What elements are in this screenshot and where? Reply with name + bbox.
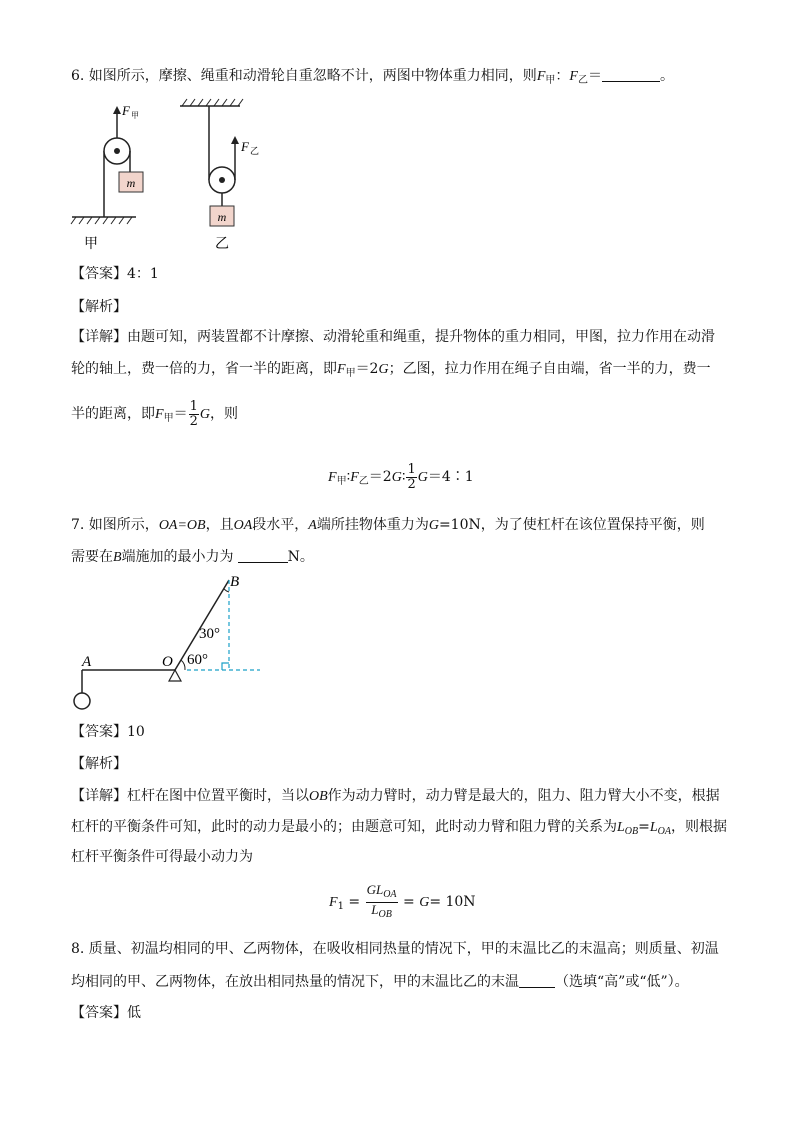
formula-text: ＝2 — [368, 469, 392, 485]
q6-stem — [71, 66, 674, 91]
f-symbol: F — [350, 470, 359, 485]
q7-analysis-tag: 【解析】 — [71, 756, 127, 772]
sub-jia: 甲 — [345, 368, 356, 379]
q6-analysis-tag: 【解析】 — [71, 299, 127, 315]
q7-stem-line1 — [71, 515, 705, 536]
stem-text: 段水平， — [252, 517, 309, 533]
lever-figure — [72, 570, 272, 715]
frac-num: 1 — [407, 461, 416, 477]
g-symbol: G — [199, 407, 210, 422]
answer-blank — [519, 973, 555, 988]
l-symbol: L — [617, 820, 625, 835]
pulley-diagram-yi — [180, 99, 259, 252]
pulley-figure — [68, 96, 288, 256]
answer-value: 低 — [127, 1005, 141, 1021]
ob-symbol: OB — [309, 789, 328, 804]
detail-text: 作为动力臂时，动力臂是最大的，阻力、阻力臂大小不变，根据 — [327, 788, 720, 804]
f-symbol: F — [155, 407, 164, 422]
sub-yi: 乙 — [358, 476, 369, 487]
f-symbol: F — [337, 362, 346, 377]
sub-1: 1 — [337, 901, 344, 912]
answer-tag: 【答案】 — [71, 724, 127, 740]
answer-value: 4：1 — [127, 266, 159, 282]
pulley-diagram-jia — [71, 103, 143, 252]
fraction-gl — [366, 883, 398, 922]
a-symbol: A — [308, 518, 317, 533]
g-symbol: G — [391, 470, 402, 485]
fraction-half — [406, 463, 416, 492]
answer-tag: 【答案】 — [71, 1005, 127, 1021]
q7-force-formula: $F_1$ = $\frac{GL_{OA}}{L_{OB}}$ = G= 10N — [329, 881, 476, 920]
stem-text: ，且 — [205, 517, 234, 533]
force-label-yi: F — [241, 139, 249, 154]
label-o: O — [162, 654, 173, 670]
equals: ＝ — [587, 68, 602, 84]
l-text: L — [371, 901, 379, 917]
stem-text: 端所挂物体重力为 — [316, 517, 429, 533]
answer-value: 10 — [127, 724, 145, 740]
q8-answer — [71, 1003, 141, 1023]
frac-num: 1 — [189, 398, 198, 414]
sub-ob: OB — [378, 908, 392, 920]
oa-eq-ob: OA=OB — [158, 518, 206, 533]
period: 。 — [659, 68, 674, 84]
f-jia-symbol: F — [536, 69, 546, 84]
b-symbol: B — [113, 550, 122, 565]
sub-yi: 乙 — [577, 75, 588, 86]
caption-yi: 乙 — [215, 237, 229, 252]
q6-detail-line3 — [71, 397, 238, 436]
mass-label-yi: m — [217, 210, 227, 224]
q6-stem-text: 6. 如图所示，摩擦、绳重和动滑轮自重忽略不计，两图中物体重力相同，则 — [71, 68, 537, 84]
stem-text: 7. 如图所示， — [71, 517, 159, 533]
label-a: A — [82, 654, 92, 670]
detail-text: 杠杆的平衡条件可知，此时的动力是最小的；由题意可知，此时动力臂和阻力臂的关系为 — [71, 819, 617, 835]
sub-oa: OA — [383, 888, 397, 900]
q8-stem-line2 — [71, 972, 689, 992]
q6-answer — [71, 264, 159, 284]
oa-symbol: OA — [233, 518, 253, 533]
formula-colon: ∶ — [346, 469, 351, 485]
sub-jia: 甲 — [336, 476, 347, 487]
q6-ratio-formula — [328, 460, 474, 499]
detail-text: ，则根据 — [671, 819, 728, 835]
formula-text: ∶ — [401, 469, 406, 485]
answer-blank — [238, 548, 288, 563]
q7-detail-line1 — [71, 786, 720, 807]
detail-text: 轮的轴上，费一倍的力，省一半的距离，即 — [71, 361, 337, 377]
q7-answer — [71, 722, 145, 742]
detail-text: ＝ — [173, 406, 188, 422]
sub-jia: 甲 — [163, 413, 174, 424]
stem-text: 端施加的最小力为 — [121, 549, 234, 565]
f-yi-symbol: F — [569, 69, 578, 84]
colon: ： — [555, 68, 570, 84]
q6-detail-line2 — [71, 359, 711, 384]
q8-stem-line1: 8. 质量、初温均相同的甲、乙两物体，在吸收相同热量的情况下，甲的末温比乙的末温高；则质量、初温 — [71, 941, 719, 957]
detail-text: ；乙图，拉力作用在绳子自由端，省一半的力，费一 — [388, 361, 711, 377]
angle-30: 30° — [199, 626, 220, 642]
force-sub-jia: 甲 — [131, 111, 139, 120]
fraction-half — [189, 400, 199, 429]
q7-detail-line3: 杠杆平衡条件可得最小动力为 — [71, 849, 253, 865]
detail-text: ，则 — [209, 406, 238, 422]
detail-text: ＝2 — [355, 361, 379, 377]
g-symbol: G — [428, 518, 439, 533]
detail-tag: 【详解】 — [71, 788, 127, 804]
frac-den: 2 — [407, 476, 416, 492]
mass-label-jia: m — [126, 176, 136, 190]
answer-tag: 【答案】 — [71, 266, 127, 282]
frac-den — [371, 903, 392, 922]
label-b: B — [230, 574, 240, 590]
l-symbol: L — [649, 820, 658, 835]
stem-text: =10N，为了使杠杆在该位置保持平衡，则 — [438, 517, 705, 533]
detail-text: 杠杆在图中位置平衡时，当以 — [127, 788, 309, 804]
q7-detail-line2: 杠杆的平衡条件可知，此时的动力是最小的；由题意可知，此时动力臂和阻力臂的关系为$L_{OB}=L_{OA}$，则根据 — [71, 819, 728, 837]
f-symbol: F — [329, 895, 338, 910]
formula-text: ＝4∶1 — [427, 469, 474, 485]
answer-blank — [602, 67, 660, 82]
formula-text: = 10N — [429, 894, 476, 910]
gl-text: GL — [366, 881, 384, 897]
sub-jia: 甲 — [545, 75, 556, 86]
g-symbol: G — [417, 470, 428, 485]
sub-ob: OB — [624, 826, 639, 837]
stem-text: 需要在 — [71, 549, 113, 565]
detail-text: 半的距离，即 — [71, 406, 155, 422]
q6-detail-line1 — [71, 327, 715, 347]
f-symbol: F — [328, 470, 337, 485]
force-sub-yi: 乙 — [250, 146, 260, 156]
frac-num — [366, 883, 398, 903]
sub-oa: OA — [657, 826, 672, 837]
force-label-jia: F — [122, 103, 130, 118]
frac-den: 2 — [189, 413, 198, 429]
detail-tag: 【详解】 — [71, 329, 127, 345]
q7-stem-line2 — [71, 547, 314, 568]
detail-text: 由题可知，两装置都不计摩擦、动滑轮重和绳重，提升物体的重力相同，甲图，拉力作用在动滑 — [127, 329, 715, 345]
stem-text: 均相同的甲、乙两物体，在放出相同热量的情况下，甲的末温比乙的末温 — [71, 974, 519, 990]
caption-jia: 甲 — [84, 237, 98, 252]
g-symbol: G — [378, 362, 389, 377]
g-symbol: G — [419, 895, 430, 910]
stem-text: （选填“高”或“低”）。 — [555, 974, 689, 990]
stem-text: N。 — [287, 549, 314, 565]
angle-60: 60° — [187, 652, 208, 668]
